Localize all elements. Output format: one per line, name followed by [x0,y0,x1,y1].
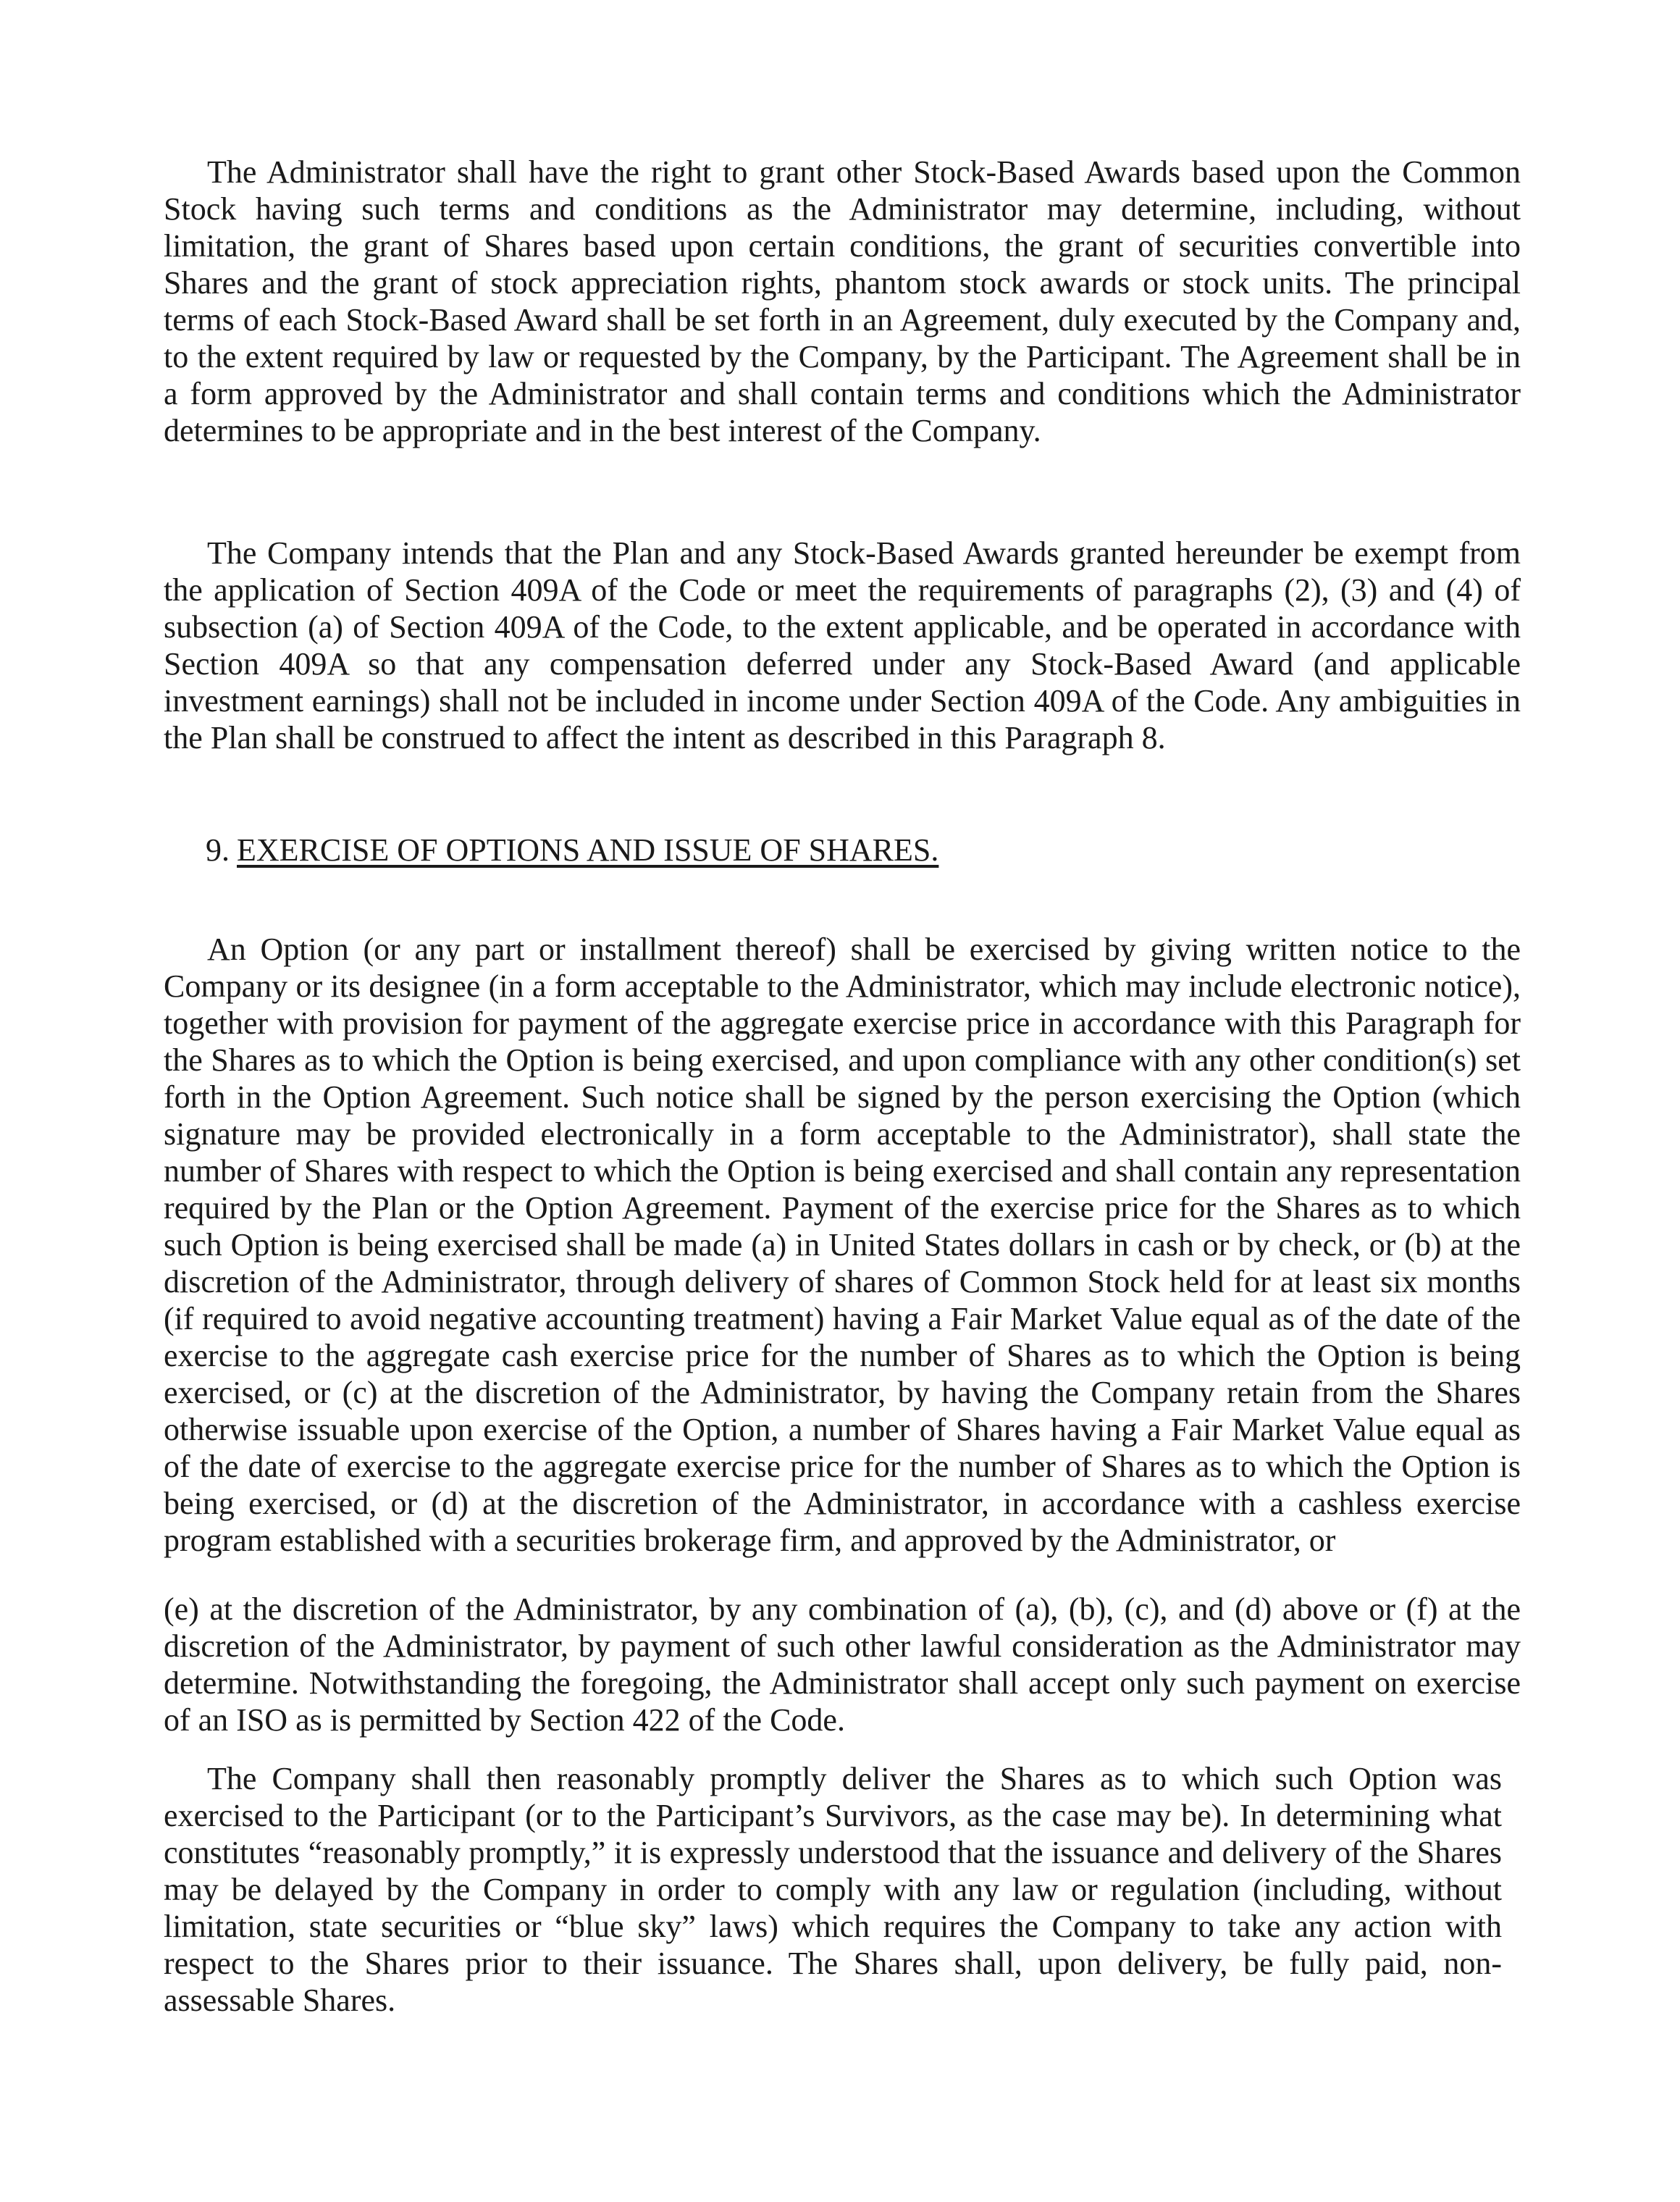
paragraph-delivery-of-shares: The Company shall then reasonably promptly deliver the Shares as to which such Option was exercised to the Participant (or to the Participant’s Survivors, as the case may be). In determining what constitutes “reasonably promptly,” it is expressly understood that the issuance and delivery of the Shares may be delayed by the Company in order to comply with any law or regulation (including, without limitation, state securities or “blue sky” laws) which requires the Company to take any action with respect to the Shares prior to their issuance. The Shares shall, upon delivery, be fully paid, non-assessable Shares. [164,1761,1502,2018]
paragraph-stock-based-awards: The Administrator shall have the right to grant other Stock-Based Awards based upon the Common Stock having such terms and conditions as the Administrator may determine, including, without limitation, the grant of Shares based upon certain conditions, the grant of securities convertible into Shares and the grant of stock appreciation rights, phantom stock awards or stock units. The principal terms of each Stock-Based Award shall be set forth in an Agreement, duly executed by the Company and, to the extent required by law or requested by the Company, by the Participant. The Agreement shall be in a form approved by the Administrator and shall contain terms and conditions which the Administrator determines to be appropriate and in the best interest of the Company. [164,154,1521,448]
paragraph-section-409a: The Company intends that the Plan and any Stock-Based Awards granted hereunder be exempt from the application of Section 409A of the Code or meet the requirements of paragraphs (2), (3) and (4) of subsection (a) of Section 409A of the Code, to the extent applicable, and be operated in accordance with Section 409A so that any compensation deferred under any Stock-Based Award (and applicable investment earnings) shall not be included in income under Section 409A of the Code. Any ambiguities in the Plan shall be construed to affect the intent as described in this Paragraph 8. [164,535,1521,755]
section-title: EXERCISE OF OPTIONS AND ISSUE OF SHARES. [237,832,939,868]
paragraph-payment-methods: (e) at the discretion of the Administrator, by any combination of (a), (b), (c), and (d) above or (f) at the discretion of the Administrator, by payment of such other lawful consideration as the Administrator may determine. Notwithstanding the foregoing, the Administrator shall accept only such payment on exercise of an ISO as is permitted by Section 422 of the Code. [164,1591,1521,1738]
paragraph-exercise-of-options: An Option (or any part or installment thereof) shall be exercised by giving written notice to the Company or its designee (in a form acceptable to the Administrator, which may include electronic notice), together with provision for payment of the aggregate exercise price in accordance with this Paragraph for the Shares as to which the Option is being exercised, and upon compliance with any other condition(s) set forth in the Option Agreement. Such notice shall be signed by the person exercising the Option (which signature may be provided electronically in a form acceptable to the Administrator), shall state the number of Shares with respect to which the Option is being exercised and shall contain any representation required by the Plan or the Option Agreement. Payment of the exercise price for the Shares as to which such Option is being exercised shall be made (a) in United States dollars in cash or by check, or (b) at the discretion of the Administrator, through delivery of shares of Common Stock held for at least six months (if required to avoid negative accounting treatment) having a Fair Market Value equal as of the date of the exercise to the aggregate cash exercise price for the number of Shares as to which the Option is being exercised, or (c) at the discretion of the Administrator, by having the Company retain from the Shares otherwise issuable upon exercise of the Option, a number of Shares having a Fair Market Value equal as of the date of exercise to the aggregate exercise price for the number of Shares as to which the Option is being exercised, or (d) at the discretion of the Administrator, in accordance with a cashless exercise program established with a securities brokerage firm, and approved by the Administrator, or [164,932,1521,1558]
section-number: 9. [206,832,230,868]
section-heading [206,832,938,868]
